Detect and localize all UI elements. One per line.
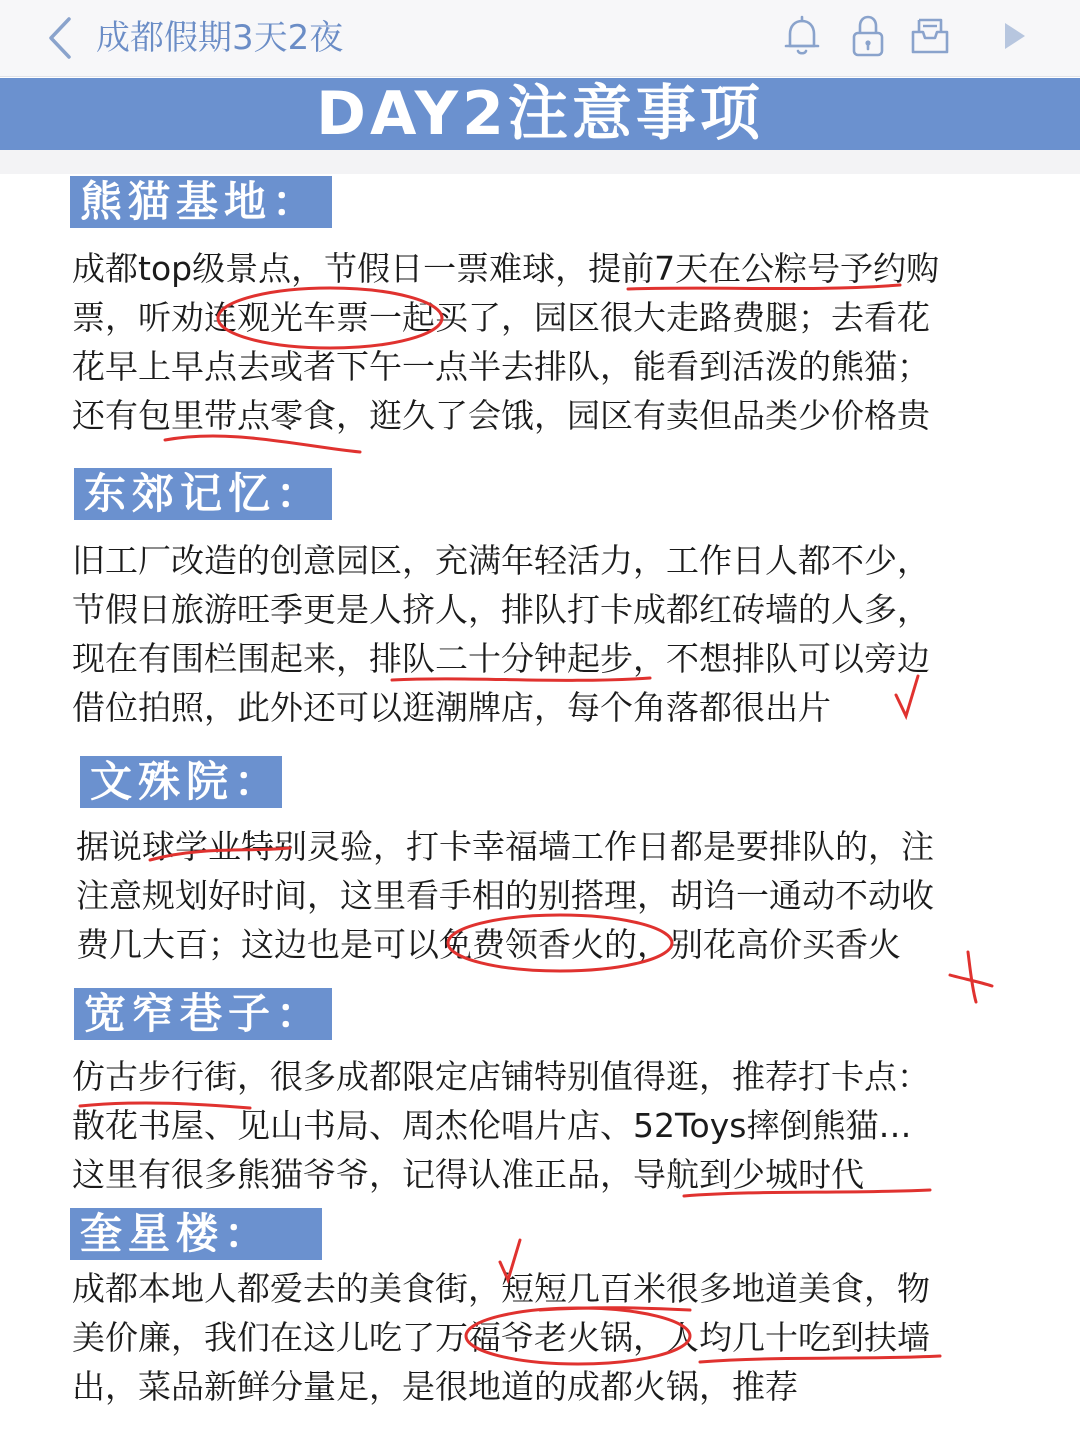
lock-button[interactable] [844, 10, 892, 62]
text-line: 还有包里带点零食，逛久了会饿，园区有卖但品类少价格贵 [72, 396, 930, 435]
section-text-dongjiao-memory [72, 536, 1022, 732]
section-heading-kuanzhai-alley: 宽窄巷子： [74, 988, 332, 1040]
text-line: 据说球学业特别灵验，打卡幸福墙工作日都是要排队的，注 [76, 827, 934, 866]
text-line: 散花书屋、见山书局、周杰伦唱片店、52Toys摔倒熊猫… [72, 1106, 912, 1145]
inbox-button[interactable] [906, 10, 954, 62]
text-line: 节假日旅游旺季更是人挤人，排队打卡成都红砖墙的人多， [72, 590, 930, 629]
section-heading-dongjiao-memory: 东郊记忆： [74, 468, 332, 520]
inbox-icon [909, 14, 951, 58]
back-button[interactable] [36, 12, 84, 64]
play-icon [999, 19, 1029, 53]
note-title: 成都假期3天2夜 [96, 18, 344, 58]
text-line: 成都本地人都爱去的美食街，短短几百米很多地道美食，物 [72, 1269, 930, 1308]
text-line: 美价廉，我们在这儿吃了万福爷老火锅，人均几十吃到扶墙 [72, 1318, 930, 1357]
text-line: 旧工厂改造的创意园区，充满年轻活力，工作日人都不少， [72, 541, 930, 580]
play-button[interactable] [990, 10, 1038, 62]
nav-bar [0, 0, 1080, 77]
bell-button[interactable] [778, 10, 826, 62]
text-line: 出，菜品新鲜分量足，是很地道的成都火锅，推荐 [72, 1367, 798, 1406]
text-line: 成都top级景点，节假日一票难球，提前7天在公粽号予约购 [72, 249, 940, 288]
text-line: 借位拍照，此外还可以逛潮牌店，每个角落都很出片 [72, 688, 831, 727]
text-line: 这里有很多熊猫爷爷，记得认准正品，导航到少城时代 [72, 1155, 864, 1194]
day-banner: DAY2注意事项 [0, 78, 1080, 150]
section-text-wenshu-temple [76, 822, 1026, 969]
text-line: 票，听劝连观光车票一起买了，园区很大走路费腿；去看花 [72, 298, 930, 337]
section-heading-panda-base: 熊猫基地： [70, 176, 332, 228]
text-line: 费几大百；这边也是可以免费领香火的，别花高价买香火 [76, 925, 901, 964]
section-heading-kuixing-tower: 奎星楼： [70, 1208, 322, 1260]
text-line: 花早上早点去或者下午一点半去排队，能看到活泼的熊猫； [72, 347, 930, 386]
bell-icon [782, 14, 822, 58]
chevron-left-icon [45, 15, 75, 61]
lock-icon [849, 13, 887, 59]
section-text-kuixing-tower [72, 1264, 1022, 1411]
section-heading-wenshu-temple: 文殊院： [80, 756, 282, 808]
section-text-panda-base [72, 244, 1022, 440]
text-line: 仿古步行街，很多成都限定店铺特别值得逛，推荐打卡点： [72, 1057, 930, 1096]
text-line: 现在有围栏围起来，排队二十分钟起步，不想排队可以旁边 [72, 639, 930, 678]
banner-strip [0, 150, 1080, 174]
section-text-kuanzhai-alley [72, 1052, 1022, 1199]
text-line: 注意规划好时间，这里看手相的别搭理，胡诌一通动不动收 [76, 876, 934, 915]
cross-mark [950, 975, 992, 986]
